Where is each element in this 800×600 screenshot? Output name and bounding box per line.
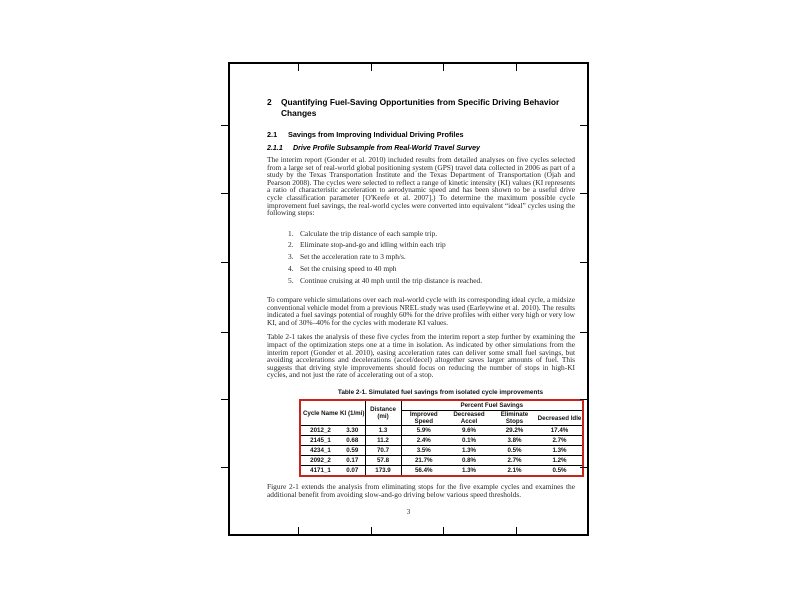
subsubsection-title: Drive Profile Subsample from Real-World Travel Survey [293, 144, 480, 152]
crop-tick [443, 64, 444, 71]
crop-tick [580, 332, 587, 333]
cell-distance: 57.8 [365, 456, 401, 466]
cell-decreased-idle: 1.2% [537, 456, 583, 466]
list-item [288, 265, 575, 273]
section-heading [267, 97, 578, 119]
crop-tick [580, 467, 587, 468]
cell-ki: 0.07 [346, 467, 359, 475]
col-header-cycle-name: Cycle Name [300, 400, 340, 426]
cell-distance: 70.7 [365, 446, 401, 456]
cell-decreased-idle: 0.5% [552, 467, 567, 475]
paragraph-figure-ref: Figure 2-1 extends the analysis from eliminating stops for the five example cycles and examines the additional benefit from avoiding slow-and-go driving below various speed thresholds. [267, 482, 575, 499]
col-header-decreased-accel: Decreased Accel [446, 411, 492, 426]
table-row [300, 446, 583, 456]
crop-tick [371, 527, 372, 534]
crop-tick [221, 193, 228, 194]
list-item-text: Calculate the trip distance of each sample trip. [300, 228, 438, 238]
table-row [300, 436, 583, 446]
section-title: Quantifying Fuel-Saving Opportunities from Specific Driving Behavior Changes [281, 97, 560, 118]
col-header-improved-speed: Improved Speed [401, 411, 446, 426]
cell-ki: 3.30 [340, 426, 365, 436]
crop-tick [580, 399, 587, 400]
cell-decreased-idle: 17.4% [537, 426, 583, 436]
table-header-row [300, 400, 583, 411]
list-item-text: Continue cruising at 40 mph until the trip distance is reached. [300, 275, 483, 285]
crop-tick [580, 262, 587, 263]
table-row [300, 466, 583, 477]
cell-ki: 0.59 [340, 446, 365, 456]
cell-eliminate-stops: 29.2% [492, 426, 537, 436]
cell-cycle-name: 4234_1 [300, 446, 340, 456]
crop-tick [221, 399, 228, 400]
numbered-list [288, 230, 575, 284]
cell-distance: 1.3 [365, 426, 401, 436]
cell-decreased-accel: 0.8% [446, 456, 492, 466]
cell-improved-speed: 3.5% [401, 446, 446, 456]
cell-distance: 11.2 [365, 436, 401, 446]
paragraph-table-analysis: Table 2-1 takes the analysis of these five cycles from the interim report a step further by examining the impact of the optimization steps one at a time in isolation. As indicated by other simulations from the interim report (Gonder et al. 2010), easing acceleration rates can deliver some small fuel savings, but avoiding accelerations and decelerations (accel/decel) altogether saves larger amounts of fuel. This suggests that driving style improvements should focus on reducing the number of stops in high-KI cycles, and not just the rate of accelerating out of a stop. [267, 332, 575, 380]
list-item-number: 3. [288, 252, 294, 262]
cell-ki: 0.68 [340, 436, 365, 446]
list-item-number: 1. [288, 228, 294, 238]
table-caption: Table 2-1. Simulated fuel savings from isolated cycle improvements [337, 389, 544, 397]
cell-improved-speed: 56.4% [401, 466, 446, 477]
col-header-ki: KI (1/mi) [340, 400, 365, 426]
list-item [288, 230, 575, 238]
list-item [288, 253, 575, 261]
crop-tick [516, 527, 517, 534]
cell-cycle-name: 2012_2 [300, 426, 340, 436]
crop-tick [221, 467, 228, 468]
table-row [300, 426, 583, 436]
section-number: 2 [267, 97, 272, 107]
page-number: 3 [406, 508, 411, 517]
cell-eliminate-stops: 2.7% [492, 456, 537, 466]
subsubsection-heading [267, 144, 575, 152]
cell-eliminate-stops: 2.1% [507, 467, 522, 475]
cell-decreased-idle: 2.7% [537, 436, 583, 446]
cell-improved-speed: 21.7% [401, 456, 446, 466]
cell-decreased-accel: 1.3% [446, 446, 492, 456]
cell-eliminate-stops: 3.8% [492, 436, 537, 446]
fuel-savings-table [299, 399, 584, 477]
crop-tick [371, 64, 372, 71]
page-content [230, 64, 587, 534]
list-item-number: 2. [288, 240, 294, 250]
crop-tick [580, 193, 587, 194]
crop-tick [580, 125, 587, 126]
crop-tick [298, 64, 299, 71]
crop-tick [221, 332, 228, 333]
cell-decreased-accel: 9.6% [446, 426, 492, 436]
cell-cycle-name: 2092_2 [300, 456, 340, 466]
subsection-title: Savings from Improving Individual Driving Profiles [288, 130, 464, 139]
list-item-number: 5. [288, 275, 294, 285]
list-item-text: Set the acceleration rate to 3 mph/s. [300, 252, 406, 262]
col-header-eliminate-stops: Eliminate Stops [492, 411, 537, 426]
list-item-text: Set the cruising speed to 40 mph [300, 263, 397, 273]
cell-decreased-accel: 1.3% [461, 467, 477, 475]
cell-distance: 173.9 [365, 466, 401, 477]
crop-tick [516, 64, 517, 71]
cell-improved-speed: 5.9% [401, 426, 446, 436]
document-page [228, 62, 589, 536]
table-row [300, 456, 583, 466]
list-item-number: 4. [288, 263, 294, 273]
crop-tick [221, 125, 228, 126]
cell-cycle-name: 2145_1 [300, 436, 340, 446]
crop-tick [443, 527, 444, 534]
cell-decreased-accel: 0.1% [446, 436, 492, 446]
col-header-distance: Distance (mi) [365, 400, 401, 426]
list-item [288, 277, 575, 285]
table-block [299, 389, 582, 477]
paragraph-comparison: To compare vehicle simulations over each real-world cycle with its corresponding ideal cycle, a midsize conventional vehicle model from a previous NREL study was used (Earleywine et al. 2010). The results indicated a fuel savings potential of roughly 60% for the drive profiles with either very high or very low KI, and of 30%–40% for the cycles with moderate KI values. [267, 295, 575, 327]
col-header-decreased-idle: Decreased Idle [537, 411, 583, 426]
cell-eliminate-stops: 0.5% [492, 446, 537, 456]
subsubsection-number: 2.1.1 [267, 144, 283, 152]
list-item-text: Eliminate stop-and-go and idling within each trip [300, 240, 446, 250]
crop-tick [298, 527, 299, 534]
list-item [288, 241, 575, 249]
cell-improved-speed: 2.4% [401, 436, 446, 446]
cell-decreased-idle: 1.3% [537, 446, 583, 456]
crop-tick [221, 262, 228, 263]
cell-ki: 0.17 [340, 456, 365, 466]
cell-cycle-name: 4171_1 [310, 467, 331, 475]
paragraph-intro: The interim report (Gonder et al. 2010) included results from detailed analyses on five cycles selected from a large set of real-world global positioning system (GPS) travel data collected in 2006 as part of a study by the Texas Transportation Institute and the Texas Department of Transportation (Ojah and Pearson 2008). The cycles were selected to reflect a range of kinetic intensity (KI) values (KI represents a ratio of characteristic acceleration to aerodynamic speed and has been shown to be a useful drive cycle classification parameter [O'Keefe et al. 2007].) To determine the maximum possible cycle improvement fuel savings, the real-world cycles were converted into equivalent “ideal” cycles using the following steps: [267, 155, 575, 218]
col-header-percent-fuel-savings: Percent Fuel Savings [401, 400, 583, 411]
subsection-number: 2.1 [267, 130, 278, 139]
subsection-heading [267, 131, 575, 139]
